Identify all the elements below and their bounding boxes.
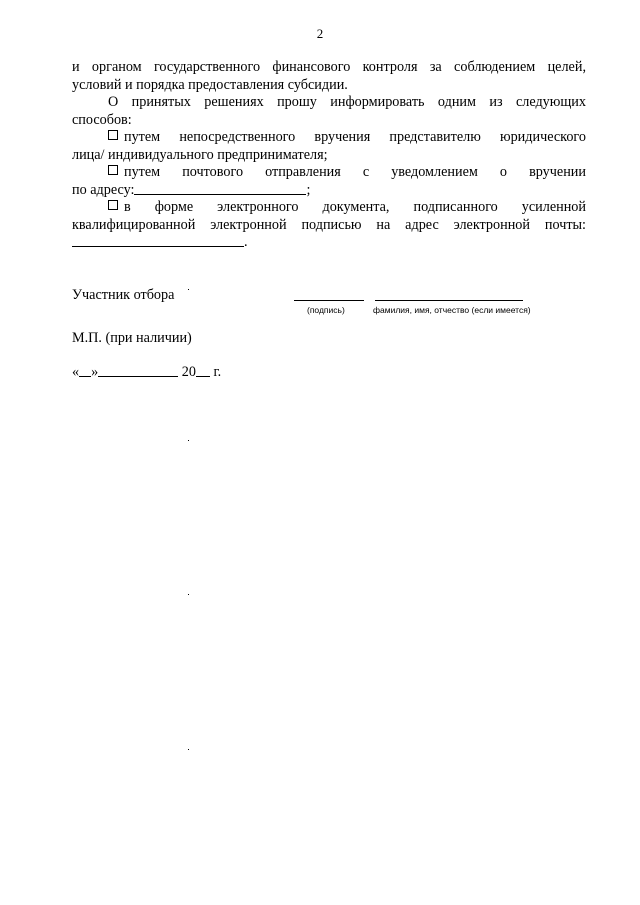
date-year-prefix: 20 [181,364,196,380]
body-line [72,234,586,252]
scan-speck [188,749,189,750]
body-line: О принятых решениях прошу информировать одним из следующих [108,94,586,110]
checkbox-in-person[interactable] [108,130,118,140]
scan-speck [188,440,189,441]
participant-label: Участник отбора [72,287,175,303]
body-line: квалифицированной электронной подписью на адрес электронной почты: [72,216,586,233]
body-line [72,182,586,200]
date-year-field[interactable] [196,364,210,377]
signature-caption: (подпись) [307,305,345,315]
address-label: по адресу: [72,181,135,198]
option-post-text: путем почтового отправления с уведомлением о вручении [124,164,586,180]
date-close-quote: » [91,364,99,380]
option-delivery-email [72,199,586,217]
option-delivery-post [72,164,586,182]
option-delivery-in-person [72,129,586,147]
checkbox-email[interactable] [108,200,118,210]
page-number: 2 [316,26,324,41]
name-caption: фамилия, имя, отчество (если имеется) [373,305,531,315]
body-line: и органом государственного финансового контроля за соблюдением целей, [72,59,586,75]
scan-speck [188,594,189,595]
name-line[interactable] [375,300,523,301]
scan-speck [188,289,189,290]
address-suffix: ; [306,181,311,198]
date-year-suffix: г. [213,364,222,380]
email-field[interactable] [72,234,244,247]
stamp-label: М.П. (при наличии) [72,330,192,346]
date-open-quote: « [72,364,80,380]
body-line: лица/ индивидуального предпринимателя; [72,146,328,163]
checkbox-post[interactable] [108,165,118,175]
body-line: условий и порядка предоставления субсидии. [72,76,348,93]
body-line: способов: [72,111,132,128]
date-row [72,364,221,381]
date-month-field[interactable] [98,364,178,377]
signature-line[interactable] [294,300,364,301]
address-field[interactable] [134,182,306,195]
email-suffix: . [244,234,248,250]
body-text [72,59,586,252]
option-email-text: в форме электронного документа, подписанного усиленной [124,199,586,215]
date-day-field[interactable] [79,364,91,377]
option-in-person-text: путем непосредственного вручения представителю юридического [124,129,586,145]
